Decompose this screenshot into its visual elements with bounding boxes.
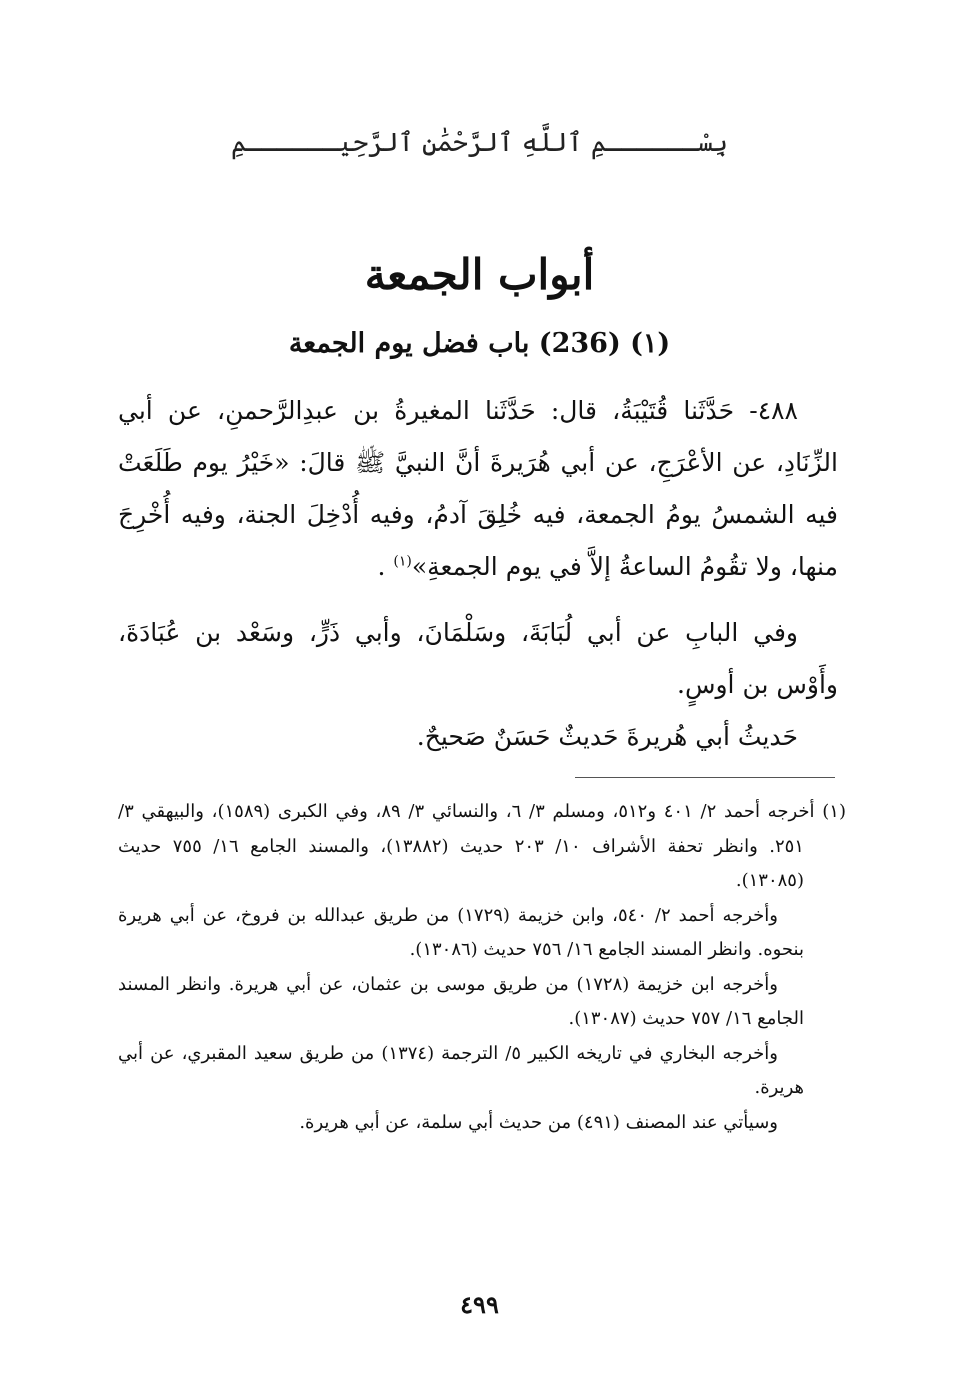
footnote-item: وأخرجه ابن خزيمة (١٧٢٨) من طريق موسى بن عثمان، عن أبي هريرة. وانظر المسند الجامع ١٦/ ٧٥٧ حديث (١٣٠٨٧). — [118, 973, 804, 1029]
footnote-item: وأخرجه البخاري في تاريخه الكبير ٥/ الترجمة (١٣٧٤) من طريق سعيد المقبري، عن أبي هريرة. — [118, 1042, 804, 1098]
footnote-item: (١) أخرجه أحمد ٢/ ٤٠١ و٥١٢، ومسلم ٣/ ٦، والنسائي ٣/ ٨٩، وفي الكبرى (١٥٨٩)، والبيهقي ٣/ ٢٥١. وانظر تحفة الأشراف ١٠/ ٢٠٣ حديث (١٣٨٨٢)، والمسند الجامع ١٦/ ٧٥٥ حديث (١٣٠٨٥). — [118, 801, 846, 891]
bab-paragraph: وفي البابِ عن أبي لُبَابَةَ، وسَلْمَانَ، وأبي ذَرٍّ، وسَعْد بن عُبَادَةَ، وأَوْس بن أوسٍ. — [118, 618, 838, 699]
footnote-reference[interactable]: (١) — [393, 553, 412, 570]
basmala-header: بِسْــــــمِ ٱللَّهِ ٱلرَّحْمَٰنِ ٱلرَّحِيــــــمِ — [230, 128, 729, 158]
footnote-separator — [575, 777, 835, 778]
footnote-item: وأخرجه أحمد ٢/ ٥٤٠، وابن خزيمة (١٧٢٩) من طريق عبدالله بن فروخ، عن أبي هريرة بنحوه. وانظر المسند الجامع ١٦/ ٧٥٦ حديث (١٣٠٨٦). — [118, 904, 804, 960]
book-title: أبواب الجمعة — [364, 250, 595, 299]
hadith-end: . — [377, 552, 394, 581]
hadith-text: ٤٨٨- حَدَّثَنا قُتَيْبَةُ، قال: حَدَّثَنا المغيرةُ بن عبدِالرَّحمنِ، عن أبي الزِّنَادِ، عن الأعْرَجِ، عن أبي هُرَيرةَ أنَّ النبيَّ ﷺ قالَ: «خَيْرُ يوم طَلَعَتْ فيه الشمسُ يومُ الجمعة، فيه خُلِقَ آدمُ، وفيه أُدْخِلَ الجنة، وفيه أُخْرِجَ منها، ولا تقُومُ الساعةُ إلاَّ في يوم الجمعةِ» — [118, 396, 838, 581]
page-number: ٤٩٩ — [460, 1290, 499, 1319]
main-text — [118, 385, 838, 763]
hadith-paragraph — [118, 385, 838, 593]
footnotes-section — [118, 795, 846, 1140]
grade-paragraph: حَديثُ أبي هُريرةَ حَديثٌ حَسَنٌ صَحيحٌ. — [416, 722, 798, 751]
footnote-item: وسيأتي عند المصنف (٤٩١) من حديث أبي سلمة، عن أبي هريرة. — [299, 1111, 778, 1133]
chapter-title: (١) (236) باب فضل يوم الجمعة — [288, 328, 671, 359]
